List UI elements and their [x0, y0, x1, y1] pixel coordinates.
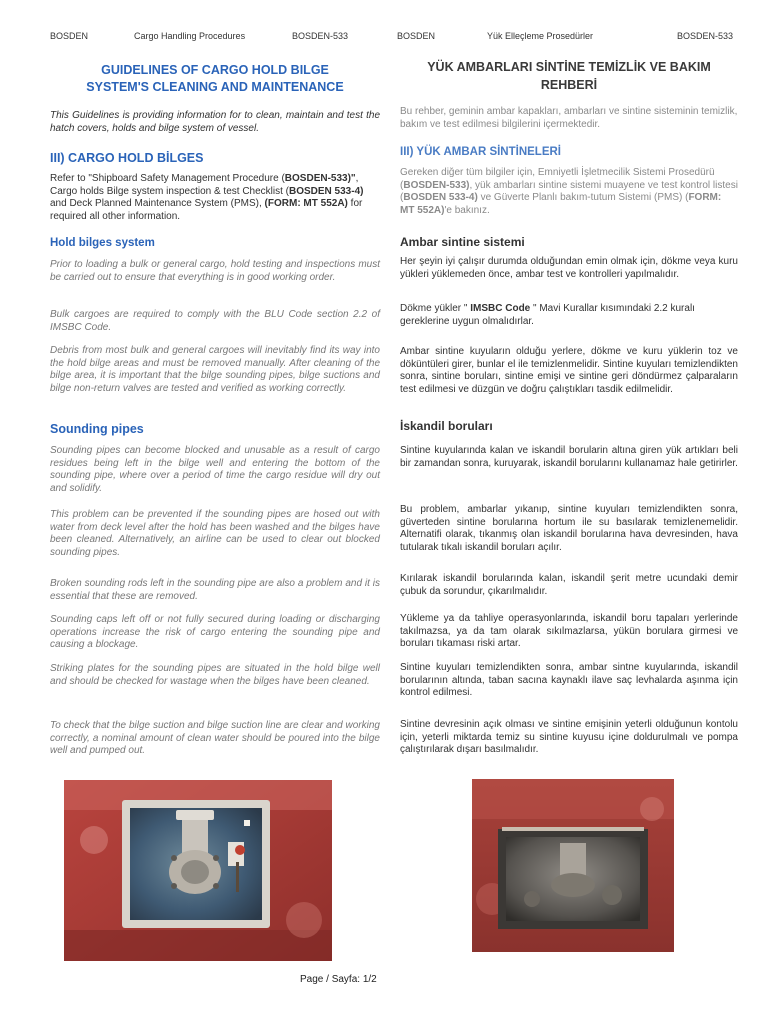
- right-hold-heading: Ambar sintine sistemi: [400, 235, 525, 249]
- left-ref-code-3: (FORM: MT 552A): [264, 198, 348, 209]
- header-title-left: Cargo Handling Procedures: [134, 31, 246, 41]
- left-sounding-paragraph-6: To check that the bilge suction and bilge suction line are clear and working correctly, a nominal amount of clean water should be poured into the bilge well and pumped out.: [50, 720, 380, 756]
- left-ref-text-2: , Cargo holds Bilge system inspection & test Checklist (: [50, 173, 359, 197]
- right-paragraph-2: [400, 303, 738, 328]
- right-title: [400, 58, 738, 94]
- right-sounding-heading: İskandil boruları: [400, 419, 493, 433]
- right-p2-text-2: " Mavi Kurallar kısımındaki 2.2 kuralı gereklerine uygun olmalıdırlar.: [400, 303, 695, 327]
- right-ref-text-2: , yük ambarları sintine sistemi muayene ve test kontrol listesi (: [400, 179, 738, 203]
- left-section-heading: III) CARGO HOLD BİLGES: [50, 151, 204, 165]
- left-sounding-heading: Sounding pipes: [50, 422, 144, 436]
- left-sounding-paragraph-1: Sounding pipes can become blocked and unusable as a result of cargo residues being left in the bilge well and entering the bottom of the sounding pipe, where over a period of time the cargo residue will dry out and solidify.: [50, 445, 380, 494]
- left-ref-text-1: Refer to "Shipboard Safety Management Procedure (: [50, 173, 285, 184]
- left-sounding-paragraph-2: This problem can be prevented if the sounding pipes are hosed out with water from deck level after the hold has been washed and the bilges have been cleaned. Alternatively, an airline can be used to clear out blocked sounding pipes.: [50, 509, 380, 558]
- right-ref-text-4: 'e bakınız.: [444, 204, 490, 216]
- header-company-right: BOSDEN: [397, 31, 436, 41]
- header-code-left: BOSDEN-533: [292, 31, 349, 41]
- left-hold-heading: Hold bilges system: [50, 237, 155, 249]
- right-p2-code: IMSBC Code: [470, 303, 531, 314]
- right-title-line-2: REHBERİ: [540, 78, 598, 92]
- header-company-left: BOSDEN: [50, 31, 89, 41]
- right-p2-text-1: Dökme yükler ": [400, 303, 471, 314]
- right-ref-text-1: Gereken diğer tüm bilgiler için, Emniyetli İşletmecilik Sistemi Prosedürü (: [400, 167, 715, 191]
- right-paragraph-5: Bu problem, ambarlar yıkanıp, sintine kuyuları temizlendikten sonra, güverteden sintine borularına hortum ile su basılarak temizlenemelidir. Alternatifi olarak, tıkanmış olan iskandil borularına hava devresinden, hava tutularak tıkalı iskandil boruları açılır.: [400, 504, 738, 553]
- right-ref-code-3: FORM: MT 552A): [400, 192, 722, 216]
- header-code-right: BOSDEN-533: [677, 31, 734, 41]
- left-ref-text-3: and Deck Planned Maintenance System (PMS),: [50, 198, 265, 209]
- right-ref-code-1: BOSDEN-533): [403, 179, 470, 191]
- bilge-well-photo-left-image: [64, 780, 332, 961]
- left-intro: This Guidelines is providing information for to clean, maintain and test the hatch covers, holds and bilge system of vessel.: [50, 110, 380, 134]
- right-intro: Bu rehber, geminin ambar kapakları, ambarları ve sintine sisteminin temizlik, bakım ve test edilmesi bilgilerini içermektedir.: [400, 106, 738, 130]
- left-hold-paragraph-1: Prior to loading a bulk or general cargo, hold testing and inspections must be carried out to ensure that everything is in good working order.: [50, 259, 380, 283]
- right-paragraph-4: Sintine kuyularında kalan ve iskandil borularin altına giren yük artıkları beli bir zamandan sonra, kuruyarak, iskandil borularını kullanamaz hale getirirler.: [400, 445, 738, 469]
- right-paragraph-7: Yükleme ya da tahliye operasyonlarında, iskandil boru tapaları yerlerinde takılmazsa, ya da tam olarak sıkılmazlarsa, yükün borulara girmesi ve boruları tıkaması riski artar.: [400, 613, 738, 649]
- left-sounding-paragraph-5: Striking plates for the sounding pipes are situated in the hold bilge well and should be checked for wastage when the bilges have been cleaned.: [50, 663, 380, 687]
- left-title: [50, 62, 380, 96]
- page-number: Page / Sayfa: 1/2: [300, 974, 377, 985]
- left-title-line-2: SYSTEM'S CLEANING AND MAINTENANCE: [86, 80, 344, 94]
- left-hold-paragraph-3: Debris from most bulk and general cargoes will inevitably find its way into the hold bilge areas and must be removed manually. After cleaning of the bilge area, it is important that the bilge sounding pipes, bilge suctions and bilge non-return valves are tested and verified as working correctly.: [50, 345, 380, 394]
- right-paragraph-6: Kırılarak iskandil borularında kalan, iskandil şerit metre ucundaki demir çubuk da sorundur, çıkarılmalıdır.: [400, 573, 738, 597]
- bilge-well-photo-right-image: [472, 779, 674, 952]
- header-title-right: Yük Elleçleme Prosedürler: [487, 31, 594, 41]
- left-hold-paragraph-2: Bulk cargoes are required to comply with the BLU Code section 2.2 of IMSBC Code.: [50, 309, 380, 333]
- right-ref-text-3: ve Güverte Planlı bakım-tutum Sistemi (PMS) (: [477, 192, 689, 203]
- right-section-heading: III) YÜK AMBAR SİNTİNELERİ: [400, 146, 562, 158]
- left-reference-paragraph: [50, 173, 380, 223]
- right-paragraph-3: Ambar sintine kuyuların olduğu yerlere, dökme ve kuru yüklerin toz ve döküntüleri girer, bunlar el ile temizlenmelidir. Sintine kuyuları temizlendikten sonra, sintine boruları, sintine emişi ve sintine geri döndürmez çalparaların test edilmesi ve düzgün ve doğru çalıştıkları tasdik edilmelidir.: [400, 346, 738, 395]
- left-ref-code-1: BOSDEN-533)": [284, 173, 356, 184]
- left-title-line-1: GUIDELINES OF CARGO HOLD BILGE: [101, 63, 329, 77]
- left-ref-text-4: for required all other information.: [50, 198, 363, 222]
- right-title-line-1: YÜK AMBARLARI SİNTİNE TEMİZLİK VE BAKIM: [427, 60, 711, 74]
- right-paragraph-9: Sintine devresinin açık olması ve sintine emişinin yeterli olduğunun kontolu için, yeterli miktarda temiz su sintine kuyusu içine doldurulmalı ve pompa çalıştırılarak dışarı basılmalıdır.: [400, 719, 738, 755]
- right-reference-paragraph: [400, 167, 738, 217]
- bilge-well-photo-right: [472, 779, 674, 952]
- right-ref-code-2: BOSDEN 533-4): [403, 192, 478, 203]
- right-paragraph-1: Her şeyin iyi çalışır durumda olduğundan emin olmak için, dökme veya kuru yükleri yüklemeden önce, ambar test ve kontrolleri yapılmalıdır.: [400, 256, 738, 280]
- left-ref-code-2: BOSDEN 533-4): [289, 185, 364, 197]
- right-paragraph-8: Sintine kuyuları temizlendikten sonra, ambar sintne kuyularında, iskandil borularının altında, taban sacına kaynaklı ilave saç levhalarda aşınma için kontrol edilmesi.: [400, 662, 738, 698]
- left-sounding-paragraph-4: Sounding caps left off or not fully secured during loading or discharging operations increase the risk of cargo entering the sounding pipe and causing a blockage.: [50, 614, 380, 650]
- bilge-well-photo-left: [64, 780, 332, 961]
- left-sounding-paragraph-3: Broken sounding rods left in the sounding pipe are also a problem and it is essential that these are removed.: [50, 578, 380, 602]
